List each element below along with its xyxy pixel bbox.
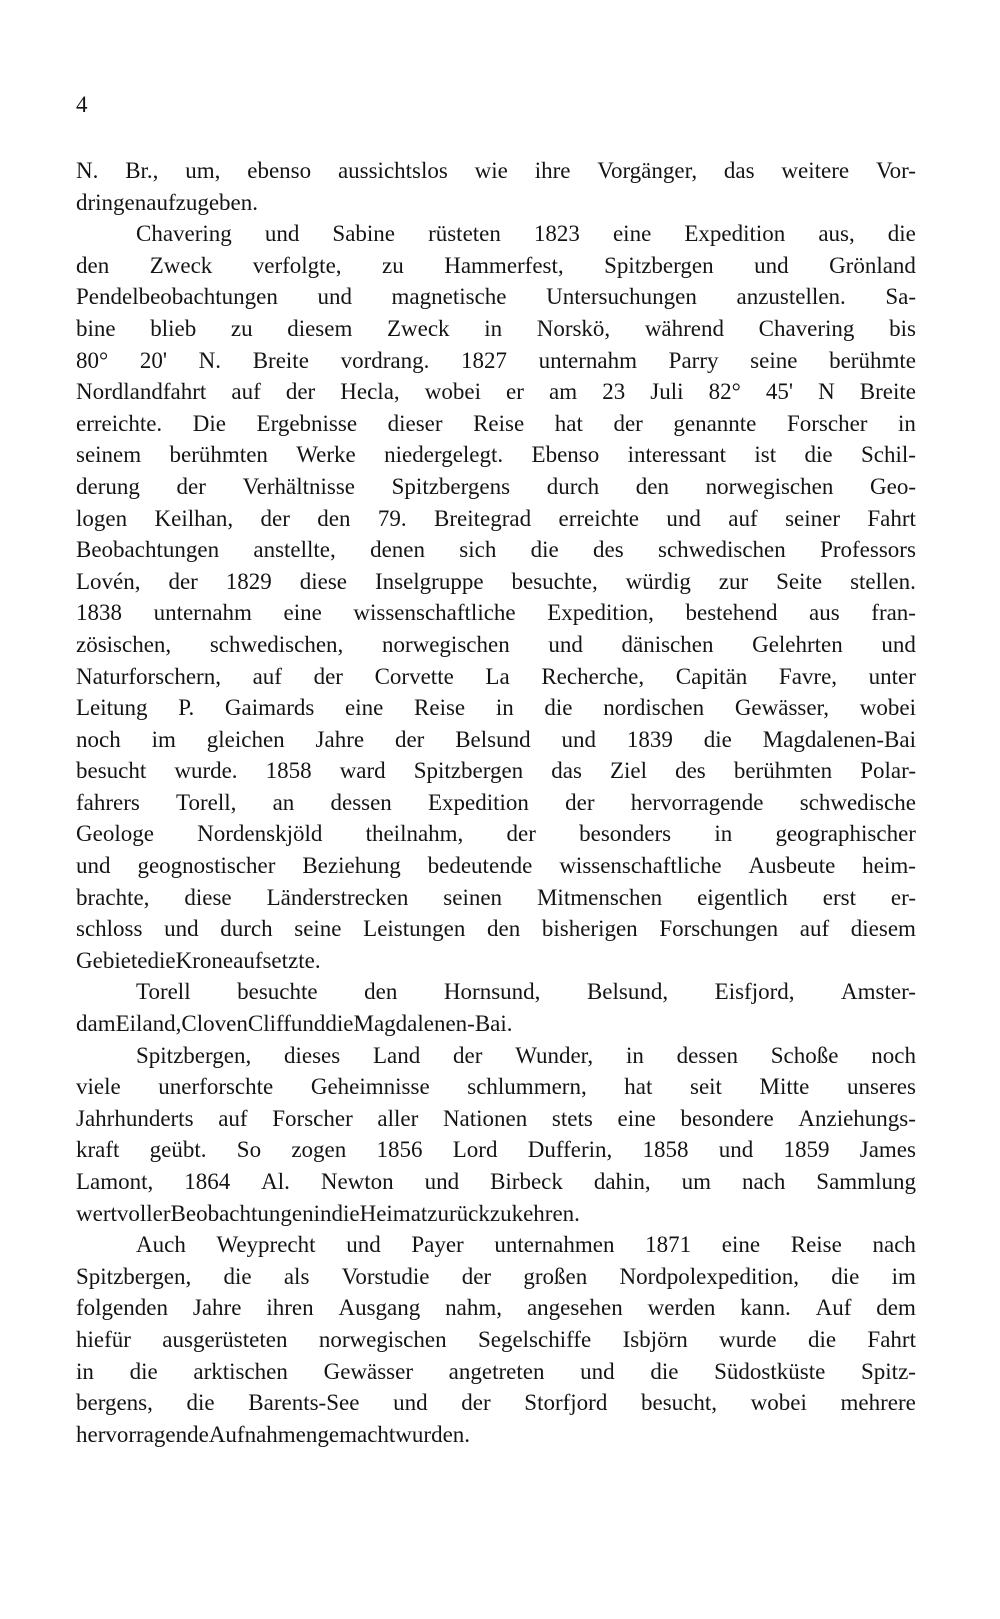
text-line: wertvoller Beobachtungen in die Heimat zurückzukehren. [76,1200,580,1226]
text-line: Spitzbergen, die als Vorstudie der großen Nordpolexpedition, die im [76,1263,916,1289]
text-line: besucht wurde. 1858 ward Spitzbergen das Ziel des berühmten Polar- [76,758,916,784]
paragraph [76,976,916,1039]
text-line: logen Keilhan, der den 79. Breitegrad erreichte und auf seiner Fahrt [76,505,916,531]
text-line: Pendelbeobachtungen und magnetische Untersuchungen anzustellen. Sa- [76,284,916,310]
text-line: zösischen, schwedischen, norwegischen und dänischen Gelehrten und [76,631,916,657]
text-line: Nordlandfahrt auf der Hecla, wobei er am 23 Juli 82° 45' N Breite [76,379,916,405]
text-line: hervorragende Aufnahmen gemacht wurden. [76,1421,471,1447]
paragraph [76,155,916,218]
text-line: Chavering und Sabine rüsteten 1823 eine Expedition aus, die [136,221,916,247]
text-line: fahrers Torell, an dessen Expedition der hervorragende schwedische [76,789,916,815]
text-line: Lovén, der 1829 diese Inselgruppe besuchte, würdig zur Seite stellen. [76,568,916,594]
text-line: Spitzbergen, dieses Land der Wunder, in dessen Schoße noch [136,1042,916,1068]
page-number: 4 [76,92,88,117]
paragraph [76,218,916,976]
text-line: 1838 unternahm eine wissenschaftliche Expedition, bestehend aus fran- [76,600,916,626]
text-line: Gebiete die Krone aufsetzte. [76,947,321,973]
text-line: in die arktischen Gewässer angetreten und die Südostküste Spitz- [76,1358,916,1384]
text-line: dringen aufzugeben. [76,189,259,215]
paragraph [76,1229,916,1450]
text-line: Lamont, 1864 Al. Newton und Birbeck dahin, um nach Sammlung [76,1169,916,1194]
text-line: derung der Verhältnisse Spitzbergens durch den norwegischen Geo- [76,473,916,499]
text-line: und geognostischer Beziehung bedeutende wissenschaftliche Ausbeute heim- [76,853,916,879]
text-line: noch im gleichen Jahre der Belsund und 1839 die Magdalenen-Bai [76,726,916,752]
text-line: Beobachtungen anstellte, denen sich die des schwedischen Professors [76,537,916,563]
text-line: 80° 20' N. Breite vordrang. 1827 unternahm Parry seine berühmte [76,347,916,373]
text-line: Naturforschern, auf der Corvette La Recherche, Capitän Favre, unter [76,663,916,689]
text-line: erreichte. Die Ergebnisse dieser Reise hat der genannte Forscher in [76,410,916,436]
text-line: schloss und durch seine Leistungen den bisherigen Forschungen auf diesem [76,916,916,942]
text-line: Leitung P. Gaimards eine Reise in die nordischen Gewässer, wobei [76,695,916,721]
text-line: viele unerforschte Geheimnisse schlummern, hat seit Mitte unseres [76,1074,916,1100]
text-line: Torell besuchte den Hornsund, Belsund, Eisfjord, Amster- [136,979,916,1005]
text-line: N. Br., um, ebenso aussichtslos wie ihre Vorgänger, das weitere Vor- [76,158,916,183]
text-line: hiefür ausgerüsteten norwegischen Segelschiffe Isbjörn wurde die Fahrt [76,1326,916,1352]
text-line: Geologe Nordenskjöld theilnahm, der besonders in geographischer [76,821,916,847]
text-line: Auch Weyprecht und Payer unternahmen 1871 eine Reise nach [136,1232,916,1258]
body-text [76,155,916,1450]
text-line: dam Eiland, Cloven Cliff und die Magdalenen-Bai. [76,1011,513,1037]
text-line: Jahrhunderts auf Forscher aller Nationen stets eine besondere Anziehungs- [76,1105,916,1131]
text-line: seinem berühmten Werke niedergelegt. Ebenso interessant ist die Schil- [76,442,916,468]
text-line: bergens, die Barents-See und der Storfjord besucht, wobei mehrere [76,1390,916,1416]
text-line: bine blieb zu diesem Zweck in Norskö, während Chavering bis [76,315,916,341]
text-line: kraft geübt. So zogen 1856 Lord Dufferin, 1858 und 1859 James [76,1137,916,1163]
text-line: folgenden Jahre ihren Ausgang nahm, angesehen werden kann. Auf dem [76,1295,916,1321]
text-line: den Zweck verfolgte, zu Hammerfest, Spitzbergen und Grönland [76,252,916,278]
text-line: brachte, diese Länderstrecken seinen Mitmenschen eigentlich erst er- [76,884,916,910]
paragraph [76,1040,916,1230]
